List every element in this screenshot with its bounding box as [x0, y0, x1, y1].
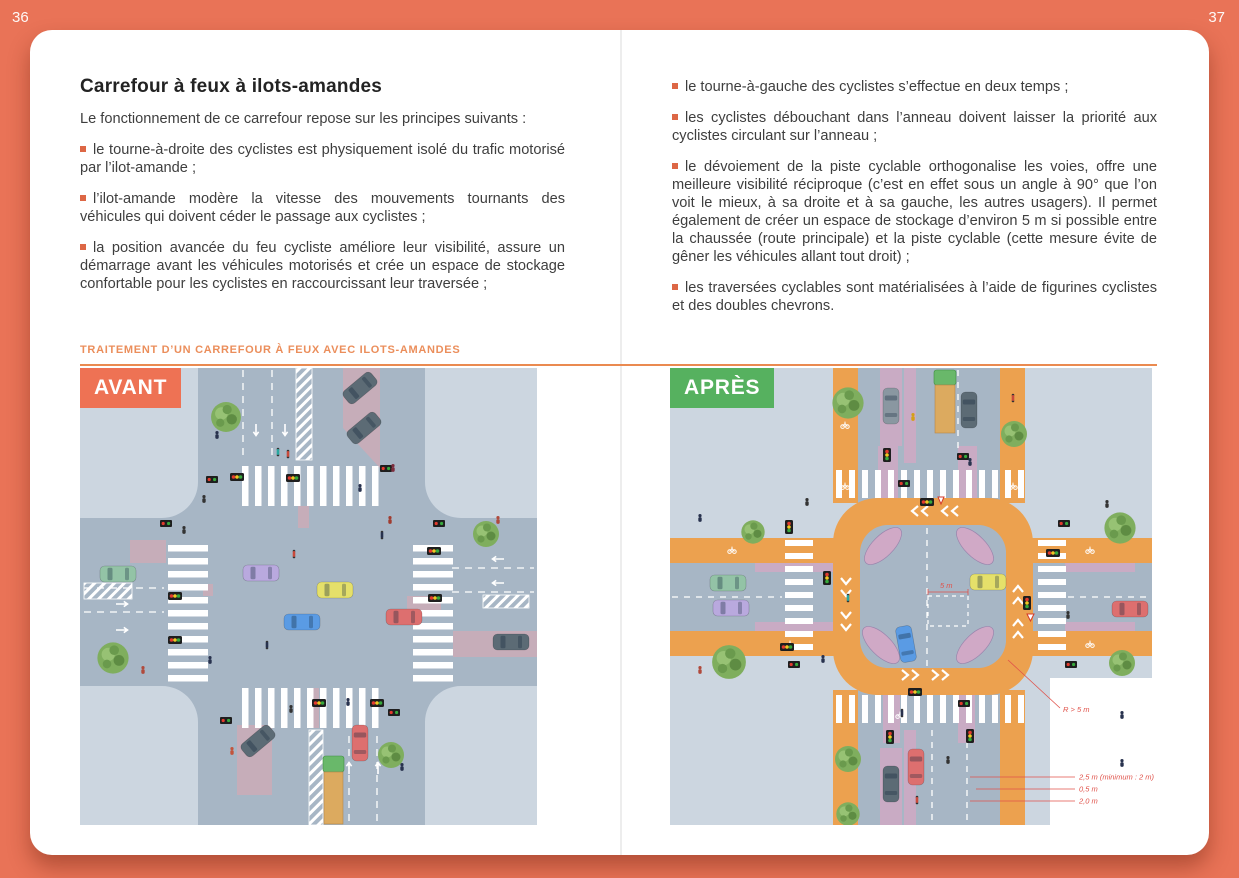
- bullet-text: les cyclistes débouchant dans l’anneau doivent laisser la priorité aux cyclistes circulant sur l’anneau ;: [672, 110, 1157, 144]
- dimension-label-track-width: 2,5 m (minimum : 2 m): [1079, 772, 1155, 782]
- figure-avant: [80, 368, 537, 825]
- figure-apres: [670, 368, 1190, 825]
- bullet-marker-icon: [672, 114, 678, 120]
- page-title: Carrefour à feux à ilots-amandes: [80, 76, 383, 97]
- bullet-text: le tourne-à-gauche des cyclistes s’effectue en deux temps ;: [685, 79, 1069, 95]
- bullet-item: [80, 141, 565, 177]
- bullet-marker-icon: [80, 195, 86, 201]
- bullet-item: [80, 239, 565, 293]
- bullet-item: [672, 279, 1157, 315]
- bullet-marker-icon: [80, 146, 86, 152]
- caption-rule: [80, 364, 1157, 366]
- avant-illustration: [80, 368, 537, 825]
- bullet-text: la position avancée du feu cycliste améliore leur visibilité, assure un démarrage avant les véhicules motorisés et crée un espace de stockage confortable pour les cyclistes en raccourcissant leur traversée ;: [80, 240, 565, 292]
- dimension-label-storage: 5 m: [940, 581, 953, 590]
- dimension-label-parking-width: 2,0 m: [1079, 796, 1098, 806]
- spread: [30, 30, 1209, 855]
- bullet-item: [672, 78, 1157, 96]
- bullet-text: les traversées cyclables sont matérialisées à l’aide de figurines cyclistes et des doubles chevrons.: [672, 280, 1157, 314]
- bullet-item: [672, 109, 1157, 145]
- apres-illustration: [670, 368, 1190, 825]
- bullet-marker-icon: [672, 163, 678, 169]
- figure-label-avant: AVANT: [80, 368, 181, 408]
- bullet-marker-icon: [672, 284, 678, 290]
- intro-paragraph: Le fonctionnement de ce carrefour repose sur les principes suivants :: [80, 111, 527, 127]
- dimension-label-separator-width: 0,5 m: [1079, 784, 1098, 794]
- figure-caption: TRAITEMENT D’UN CARREFOUR À FEUX AVEC ILOTS-AMANDES: [80, 344, 461, 356]
- bullet-marker-icon: [672, 83, 678, 89]
- bullet-text: l’ilot-amande modère la vitesse des mouvements tournants des véhicules qui doivent céder le passage aux cyclistes ;: [80, 191, 565, 225]
- page-number-right: 37: [1208, 9, 1225, 26]
- figure-label-apres: APRÈS: [670, 368, 774, 408]
- bullet-text: le dévoiement de la piste cyclable orthogonalise les voies, offre une meilleure visibilité réciproque (c’est en effet sous un angle à 90° que l’on voit le mieux, à sa droite et à sa gauche, les autres usagers). Il permet également de créer un espace de stockage d’environ 5 m si possible entre la chaussée (route principale) et la piste cyclable (cette mesure évite de gêner les véhicules allant tout droit) ;: [672, 159, 1157, 265]
- bullet-item: [672, 158, 1157, 266]
- bullet-item: [80, 190, 565, 226]
- page-number-left: 36: [12, 9, 29, 26]
- bullet-marker-icon: [80, 244, 86, 250]
- bullet-text: le tourne-à-droite des cyclistes est physiquement isolé du trafic motorisé par l’ilot-amande ;: [80, 142, 565, 176]
- dimension-label-radius: R > 5 m: [1063, 705, 1090, 714]
